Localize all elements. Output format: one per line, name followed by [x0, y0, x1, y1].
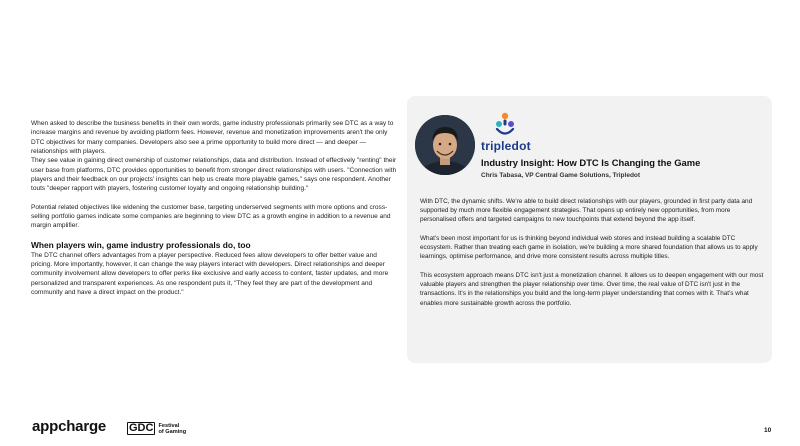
- gdc-festival-text: [158, 423, 186, 435]
- page-number: 10: [764, 427, 772, 434]
- objectives-paragraph: Potential related objectives like widening the customer base, targeting underserved segments with more options and cross-selling portfolio games indicate some companies are beginning to view DTC as a growth engine in addition to a revenue and margin amplifier.: [31, 203, 391, 230]
- avatar: [415, 115, 475, 175]
- quote-paragraph-1: With DTC, the dynamic shifts. We're able to build direct relationships with our players, grounded in first party data and supported by much more flexible engagement strategies. That opens up entirely new opportunities, from more personalised offers and targeted campaigns to new touchpoints that extend beyond the app itself.: [420, 198, 753, 224]
- quote-paragraph-3: This ecosystem approach means DTC isn't just a monetization channel. It allows us to deepen engagement with our most valuable players and strengthen the player relationship over time. Over time, the real value of DTC isn't just in the transactions. It's in the relationships you build and the long-term player understanding that comes with it. That's what enables more sustainable growth across the portfolio.: [420, 272, 764, 307]
- gdc-festival-line1: Festival: [158, 422, 180, 429]
- player-advantages-paragraph: The DTC channel offers advantages from a player perspective. Reduced fees allow developers to offer better value and pricing. More importantly, however, it can change the way players interact with developers. Direct relationships and deeper community involvement allow developers to offer perks like exclusive and early access to content, faster updates, and more personalized and transparent experiences. As one respondent puts it, "They feel they are part of the development and community and have a direct impact on the product.": [31, 251, 389, 297]
- tripledot-logo-icon: [494, 111, 516, 139]
- appcharge-logo: appcharge: [32, 418, 107, 435]
- quote-paragraph-2: What's been most important for us is thinking beyond individual web stores and instead building a scalable DTC ecosystem. Rather than treating each game in isolation, we're building a more shared foundation that allows us to apply learnings, optimise performance, and drive more consistent results across multiple titles.: [420, 235, 758, 261]
- section-heading: When players win, game industry professionals do, too: [31, 239, 251, 250]
- ownership-paragraph: They see value in gaining direct ownership of customer relationships, data and distribution. Instead of effectively "renting" their user base from platforms, DTC provides opportunities to benefit from stronger direct relationships with users. "Connection with players and their feedback on our projects' insights can help us create more playable games," says one respondent. Another touts "deeper rapport with players, fostering customer loyalty and ongoing relationship building.": [31, 157, 397, 193]
- card-subtitle: Chris Tabasa, VP Central Game Solutions, Tripledot: [481, 172, 641, 179]
- card-title: Industry Insight: How DTC Is Changing the Game: [481, 157, 701, 168]
- industry-insight-card: [407, 96, 772, 363]
- main-text-column: [31, 119, 397, 298]
- intro-paragraph: When asked to describe the business benefits in their own words, game industry professionals primarily see DTC as a way to increase margins and revenue by avoiding platform fees. However, revenue and monetization improvements aren't the only DTC objectives for many companies. Developers also see a prime opportunity to build more direct — and deeper — relationships with players.: [31, 120, 394, 156]
- gdc-festival-logo: [127, 422, 186, 435]
- gdc-mark: GDC: [129, 422, 154, 434]
- gdc-festival-line2: of Gaming: [158, 428, 187, 435]
- tripledot-logo-text: tripledot: [481, 139, 531, 153]
- card-body: [420, 197, 765, 317]
